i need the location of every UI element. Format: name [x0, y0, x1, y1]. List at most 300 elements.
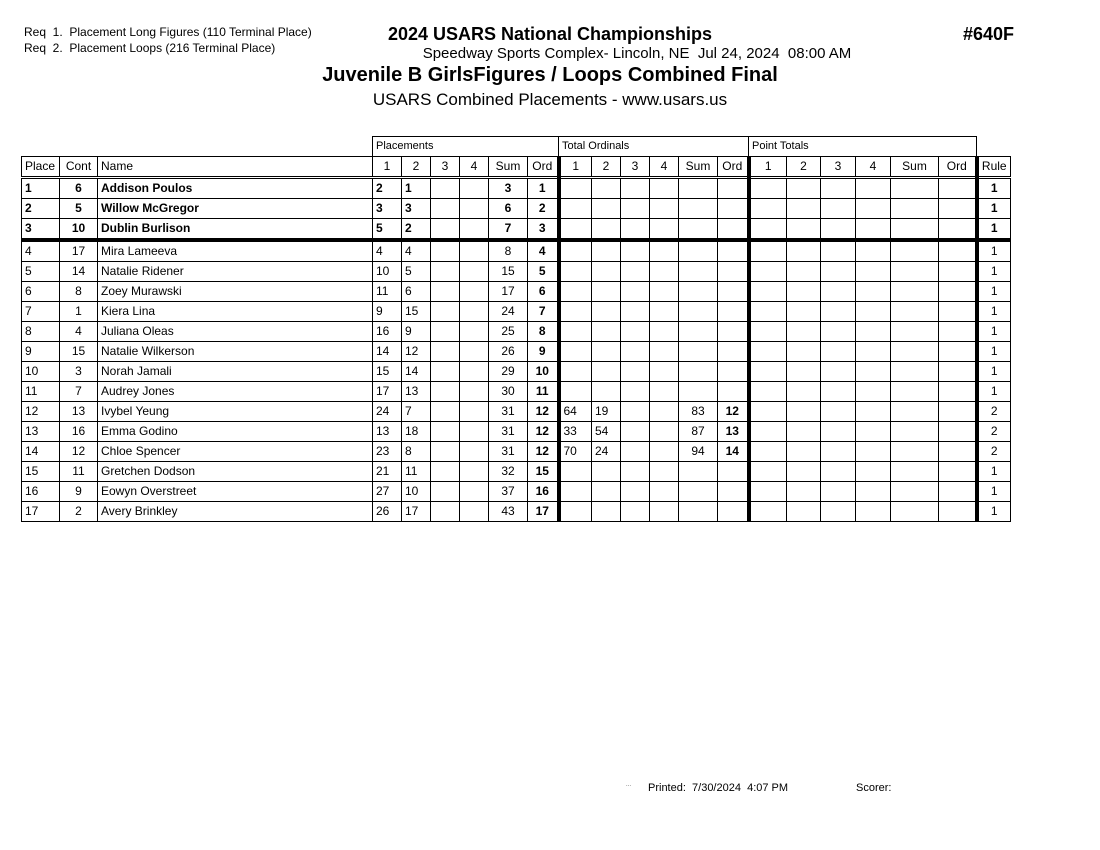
ordinal-sum-cell — [679, 240, 718, 262]
ordinal-ordinal-cell — [718, 199, 749, 219]
ordinal-1-cell — [559, 262, 592, 282]
placement-sum-cell: 26 — [489, 342, 528, 362]
ordinal-2-cell — [592, 462, 621, 482]
placement-4-cell — [460, 322, 489, 342]
point-4-cell — [856, 262, 891, 282]
placement-sum-cell: 43 — [489, 502, 528, 522]
point-1-cell — [749, 302, 787, 322]
skater-name-cell: Mira Lameeva — [98, 240, 373, 262]
placement-4-cell — [460, 178, 489, 199]
placement-2-cell: 1 — [402, 178, 431, 199]
scorer-label: Scorer: — [856, 782, 892, 794]
ordinal-2-cell — [592, 382, 621, 402]
column-header: Rule — [977, 157, 1011, 178]
ordinal-sum-cell: 83 — [679, 402, 718, 422]
point-1-cell — [749, 402, 787, 422]
ordinal-4-cell — [650, 322, 679, 342]
placement-3-cell — [431, 482, 460, 502]
point-2-cell — [787, 442, 821, 462]
point-ordinal-cell — [939, 502, 977, 522]
championship-title: 2024 USARS National Championships — [387, 24, 713, 44]
point-3-cell — [821, 342, 856, 362]
ordinal-1-cell — [559, 342, 592, 362]
place-cell: 14 — [22, 442, 60, 462]
group-header-row — [22, 137, 1011, 157]
placement-1-cell: 27 — [373, 482, 402, 502]
contestant-number-cell: 3 — [60, 362, 98, 382]
ordinal-ordinal-cell — [718, 342, 749, 362]
column-header-row — [22, 157, 1011, 178]
point-ordinal-cell — [939, 482, 977, 502]
ordinal-1-cell: 33 — [559, 422, 592, 442]
placement-1-cell: 21 — [373, 462, 402, 482]
ordinal-4-cell — [650, 442, 679, 462]
contestant-number-cell: 12 — [60, 442, 98, 462]
column-header: Sum — [891, 157, 939, 178]
point-1-cell — [749, 442, 787, 462]
placement-4-cell — [460, 482, 489, 502]
placement-ordinal-cell: 12 — [528, 442, 559, 462]
table-row — [22, 342, 1011, 362]
ordinal-1-cell — [559, 502, 592, 522]
point-ordinal-cell — [939, 362, 977, 382]
place-cell: 13 — [22, 422, 60, 442]
point-1-cell — [749, 462, 787, 482]
placement-4-cell — [460, 502, 489, 522]
requirement-2: Req 2. Placement Loops (216 Terminal Place) — [24, 41, 276, 55]
point-2-cell — [787, 402, 821, 422]
place-cell: 8 — [22, 322, 60, 342]
placement-1-cell: 16 — [373, 322, 402, 342]
ordinal-3-cell — [621, 362, 650, 382]
skater-name-cell: Audrey Jones — [98, 382, 373, 402]
ordinal-ordinal-cell — [718, 240, 749, 262]
point-4-cell — [856, 302, 891, 322]
ordinal-2-cell — [592, 199, 621, 219]
ordinal-2-cell — [592, 262, 621, 282]
rule-cell: 1 — [977, 219, 1011, 241]
rule-cell: 1 — [977, 282, 1011, 302]
point-2-cell — [787, 462, 821, 482]
contestant-number-cell: 13 — [60, 402, 98, 422]
table-row — [22, 322, 1011, 342]
ordinal-ordinal-cell — [718, 282, 749, 302]
placement-1-cell: 26 — [373, 502, 402, 522]
ordinal-3-cell — [621, 302, 650, 322]
placement-ordinal-cell: 10 — [528, 362, 559, 382]
ordinal-1-cell — [559, 302, 592, 322]
point-4-cell — [856, 462, 891, 482]
ordinal-2-cell: 54 — [592, 422, 621, 442]
rule-cell: 2 — [977, 402, 1011, 422]
ordinal-sum-cell — [679, 262, 718, 282]
placement-4-cell — [460, 262, 489, 282]
placement-2-cell: 17 — [402, 502, 431, 522]
ordinal-3-cell — [621, 199, 650, 219]
column-header: 4 — [650, 157, 679, 178]
point-2-cell — [787, 240, 821, 262]
placement-3-cell — [431, 302, 460, 322]
group-total-ordinals: Total Ordinals — [559, 137, 749, 157]
ordinal-2-cell — [592, 282, 621, 302]
rule-cell: 1 — [977, 302, 1011, 322]
rule-cell: 1 — [977, 240, 1011, 262]
point-2-cell — [787, 502, 821, 522]
ordinal-ordinal-cell — [718, 219, 749, 241]
point-ordinal-cell — [939, 322, 977, 342]
placement-4-cell — [460, 402, 489, 422]
placement-sum-cell: 7 — [489, 219, 528, 241]
version-stamp: ··· — [626, 783, 631, 789]
placement-1-cell: 5 — [373, 219, 402, 241]
point-1-cell — [749, 342, 787, 362]
contestant-number-cell: 5 — [60, 199, 98, 219]
placement-2-cell: 6 — [402, 282, 431, 302]
ordinal-3-cell — [621, 442, 650, 462]
placement-sum-cell: 8 — [489, 240, 528, 262]
rule-cell: 2 — [977, 442, 1011, 462]
ordinal-4-cell — [650, 402, 679, 422]
table-row — [22, 240, 1011, 262]
point-ordinal-cell — [939, 402, 977, 422]
ordinal-ordinal-cell — [718, 262, 749, 282]
contestant-number-cell: 14 — [60, 262, 98, 282]
ordinal-ordinal-cell — [718, 382, 749, 402]
ordinal-ordinal-cell: 13 — [718, 422, 749, 442]
placement-4-cell — [460, 362, 489, 382]
point-1-cell — [749, 322, 787, 342]
point-1-cell — [749, 178, 787, 199]
placement-sum-cell: 30 — [489, 382, 528, 402]
point-3-cell — [821, 422, 856, 442]
point-1-cell — [749, 382, 787, 402]
rule-cell: 1 — [977, 199, 1011, 219]
ordinal-4-cell — [650, 382, 679, 402]
ordinal-ordinal-cell — [718, 462, 749, 482]
ordinal-1-cell — [559, 362, 592, 382]
rule-cell: 1 — [977, 382, 1011, 402]
placement-sum-cell: 31 — [489, 402, 528, 422]
point-4-cell — [856, 442, 891, 462]
placement-2-cell: 18 — [402, 422, 431, 442]
placement-4-cell — [460, 422, 489, 442]
placement-4-cell — [460, 462, 489, 482]
placement-ordinal-cell: 6 — [528, 282, 559, 302]
ordinal-sum-cell — [679, 462, 718, 482]
ordinal-sum-cell — [679, 322, 718, 342]
column-header: 4 — [460, 157, 489, 178]
table-row — [22, 262, 1011, 282]
point-4-cell — [856, 199, 891, 219]
placement-3-cell — [431, 219, 460, 241]
skater-name-cell: Juliana Oleas — [98, 322, 373, 342]
placement-ordinal-cell: 5 — [528, 262, 559, 282]
rule-cell: 1 — [977, 322, 1011, 342]
results-table — [21, 136, 1011, 522]
placement-2-cell: 13 — [402, 382, 431, 402]
column-header: 1 — [373, 157, 402, 178]
printed-timestamp: Printed: 7/30/2024 4:07 PM — [648, 782, 789, 794]
point-4-cell — [856, 482, 891, 502]
ordinal-2-cell: 19 — [592, 402, 621, 422]
point-1-cell — [749, 240, 787, 262]
skater-name-cell: Kiera Lina — [98, 302, 373, 322]
point-4-cell — [856, 240, 891, 262]
point-4-cell — [856, 422, 891, 442]
placement-1-cell: 2 — [373, 178, 402, 199]
column-header: 2 — [592, 157, 621, 178]
placement-4-cell — [460, 442, 489, 462]
point-4-cell — [856, 342, 891, 362]
ordinal-4-cell — [650, 362, 679, 382]
contestant-number-cell: 4 — [60, 322, 98, 342]
placement-2-cell: 3 — [402, 199, 431, 219]
ordinal-ordinal-cell: 14 — [718, 442, 749, 462]
point-3-cell — [821, 240, 856, 262]
ordinal-2-cell — [592, 322, 621, 342]
table-row — [22, 178, 1011, 199]
ordinal-sum-cell — [679, 482, 718, 502]
point-sum-cell — [891, 240, 939, 262]
placement-sum-cell: 6 — [489, 199, 528, 219]
ordinal-ordinal-cell — [718, 178, 749, 199]
placement-4-cell — [460, 282, 489, 302]
placement-sum-cell: 32 — [489, 462, 528, 482]
point-sum-cell — [891, 482, 939, 502]
placement-sum-cell: 31 — [489, 422, 528, 442]
table-row — [22, 362, 1011, 382]
point-ordinal-cell — [939, 282, 977, 302]
ordinal-1-cell — [559, 199, 592, 219]
ordinal-sum-cell: 87 — [679, 422, 718, 442]
ordinal-2-cell — [592, 219, 621, 241]
ordinal-sum-cell — [679, 302, 718, 322]
point-4-cell — [856, 178, 891, 199]
placement-2-cell: 10 — [402, 482, 431, 502]
point-ordinal-cell — [939, 462, 977, 482]
placement-1-cell: 10 — [373, 262, 402, 282]
point-4-cell — [856, 502, 891, 522]
skater-name-cell: Ivybel Yeung — [98, 402, 373, 422]
ordinal-sum-cell — [679, 502, 718, 522]
placement-2-cell: 4 — [402, 240, 431, 262]
ordinal-3-cell — [621, 482, 650, 502]
table-row — [22, 482, 1011, 502]
placement-sum-cell: 17 — [489, 282, 528, 302]
placement-1-cell: 24 — [373, 402, 402, 422]
point-2-cell — [787, 362, 821, 382]
placement-1-cell: 9 — [373, 302, 402, 322]
placement-3-cell — [431, 462, 460, 482]
point-ordinal-cell — [939, 342, 977, 362]
placement-sum-cell: 25 — [489, 322, 528, 342]
placement-2-cell: 5 — [402, 262, 431, 282]
table-row — [22, 402, 1011, 422]
column-header: 2 — [402, 157, 431, 178]
rule-cell: 1 — [977, 502, 1011, 522]
ordinal-ordinal-cell — [718, 502, 749, 522]
table-row — [22, 219, 1011, 241]
ordinal-3-cell — [621, 462, 650, 482]
ordinal-4-cell — [650, 199, 679, 219]
ordinal-ordinal-cell — [718, 362, 749, 382]
skater-name-cell: Eowyn Overstreet — [98, 482, 373, 502]
table-row — [22, 502, 1011, 522]
point-3-cell — [821, 322, 856, 342]
point-1-cell — [749, 219, 787, 241]
ordinal-ordinal-cell — [718, 322, 749, 342]
point-3-cell — [821, 262, 856, 282]
placement-1-cell: 23 — [373, 442, 402, 462]
point-2-cell — [787, 422, 821, 442]
placement-3-cell — [431, 322, 460, 342]
placement-ordinal-cell: 12 — [528, 402, 559, 422]
table-row — [22, 382, 1011, 402]
ordinal-4-cell — [650, 302, 679, 322]
contestant-number-cell: 2 — [60, 502, 98, 522]
placement-4-cell — [460, 382, 489, 402]
place-cell: 1 — [22, 178, 60, 199]
skater-name-cell: Natalie Ridener — [98, 262, 373, 282]
placement-sum-cell: 3 — [489, 178, 528, 199]
column-header: Name — [98, 157, 373, 178]
ordinal-3-cell — [621, 240, 650, 262]
ordinal-1-cell — [559, 219, 592, 241]
table-row — [22, 442, 1011, 462]
placement-1-cell: 15 — [373, 362, 402, 382]
point-ordinal-cell — [939, 442, 977, 462]
ordinal-1-cell: 70 — [559, 442, 592, 462]
rule-cell: 1 — [977, 362, 1011, 382]
ordinal-3-cell — [621, 178, 650, 199]
venue-date: Speedway Sports Complex- Lincoln, NE Jul 24, 2024 08:00 AM — [422, 45, 852, 62]
point-1-cell — [749, 502, 787, 522]
ordinal-2-cell — [592, 342, 621, 362]
ordinal-4-cell — [650, 482, 679, 502]
column-header: Ord — [939, 157, 977, 178]
point-3-cell — [821, 382, 856, 402]
column-header: Ord — [718, 157, 749, 178]
placement-2-cell: 2 — [402, 219, 431, 241]
contestant-number-cell: 1 — [60, 302, 98, 322]
point-3-cell — [821, 402, 856, 422]
point-2-cell — [787, 282, 821, 302]
ordinal-2-cell: 24 — [592, 442, 621, 462]
skater-name-cell: Avery Brinkley — [98, 502, 373, 522]
table-row — [22, 199, 1011, 219]
column-header: 2 — [787, 157, 821, 178]
placement-1-cell: 13 — [373, 422, 402, 442]
event-number: #640F — [963, 24, 1015, 44]
point-2-cell — [787, 342, 821, 362]
point-sum-cell — [891, 282, 939, 302]
place-cell: 4 — [22, 240, 60, 262]
point-ordinal-cell — [939, 422, 977, 442]
table-row — [22, 422, 1011, 442]
ordinal-1-cell — [559, 482, 592, 502]
point-2-cell — [787, 199, 821, 219]
ordinal-3-cell — [621, 322, 650, 342]
requirement-1: Req 1. Placement Long Figures (110 Terminal Place) — [24, 25, 312, 39]
ordinal-2-cell — [592, 502, 621, 522]
place-cell: 12 — [22, 402, 60, 422]
place-cell: 3 — [22, 219, 60, 241]
ordinal-sum-cell: 94 — [679, 442, 718, 462]
point-3-cell — [821, 178, 856, 199]
point-3-cell — [821, 282, 856, 302]
point-4-cell — [856, 362, 891, 382]
ordinal-2-cell — [592, 178, 621, 199]
ordinal-sum-cell — [679, 219, 718, 241]
ordinal-ordinal-cell — [718, 482, 749, 502]
contestant-number-cell: 10 — [60, 219, 98, 241]
point-2-cell — [787, 302, 821, 322]
placement-4-cell — [460, 302, 489, 322]
ordinal-1-cell — [559, 462, 592, 482]
point-2-cell — [787, 382, 821, 402]
place-cell: 16 — [22, 482, 60, 502]
point-sum-cell — [891, 402, 939, 422]
placement-3-cell — [431, 178, 460, 199]
point-sum-cell — [891, 442, 939, 462]
skater-name-cell: Addison Poulos — [98, 178, 373, 199]
place-cell: 5 — [22, 262, 60, 282]
ordinal-3-cell — [621, 382, 650, 402]
ordinal-4-cell — [650, 178, 679, 199]
placement-sum-cell: 15 — [489, 262, 528, 282]
event-name: Juvenile B GirlsFigures / Loops Combined Final — [322, 64, 778, 86]
point-sum-cell — [891, 178, 939, 199]
placement-3-cell — [431, 342, 460, 362]
ordinal-ordinal-cell: 12 — [718, 402, 749, 422]
placement-ordinal-cell: 7 — [528, 302, 559, 322]
ordinal-1-cell: 64 — [559, 402, 592, 422]
contestant-number-cell: 8 — [60, 282, 98, 302]
placement-ordinal-cell: 8 — [528, 322, 559, 342]
place-cell: 2 — [22, 199, 60, 219]
placement-2-cell: 9 — [402, 322, 431, 342]
point-3-cell — [821, 442, 856, 462]
point-1-cell — [749, 282, 787, 302]
point-2-cell — [787, 482, 821, 502]
ordinal-1-cell — [559, 382, 592, 402]
placement-sum-cell: 24 — [489, 302, 528, 322]
ordinal-3-cell — [621, 502, 650, 522]
ordinal-sum-cell — [679, 382, 718, 402]
point-3-cell — [821, 502, 856, 522]
placement-2-cell: 11 — [402, 462, 431, 482]
point-ordinal-cell — [939, 240, 977, 262]
contestant-number-cell: 11 — [60, 462, 98, 482]
contestant-number-cell: 15 — [60, 342, 98, 362]
placement-sum-cell: 37 — [489, 482, 528, 502]
ordinal-2-cell — [592, 482, 621, 502]
placement-4-cell — [460, 199, 489, 219]
placement-ordinal-cell: 3 — [528, 219, 559, 241]
point-sum-cell — [891, 219, 939, 241]
point-sum-cell — [891, 382, 939, 402]
placement-sum-cell: 29 — [489, 362, 528, 382]
ordinal-sum-cell — [679, 282, 718, 302]
placement-ordinal-cell: 9 — [528, 342, 559, 362]
point-sum-cell — [891, 502, 939, 522]
point-sum-cell — [891, 462, 939, 482]
placement-2-cell: 14 — [402, 362, 431, 382]
ordinal-3-cell — [621, 422, 650, 442]
point-1-cell — [749, 482, 787, 502]
ordinal-4-cell — [650, 219, 679, 241]
point-sum-cell — [891, 302, 939, 322]
